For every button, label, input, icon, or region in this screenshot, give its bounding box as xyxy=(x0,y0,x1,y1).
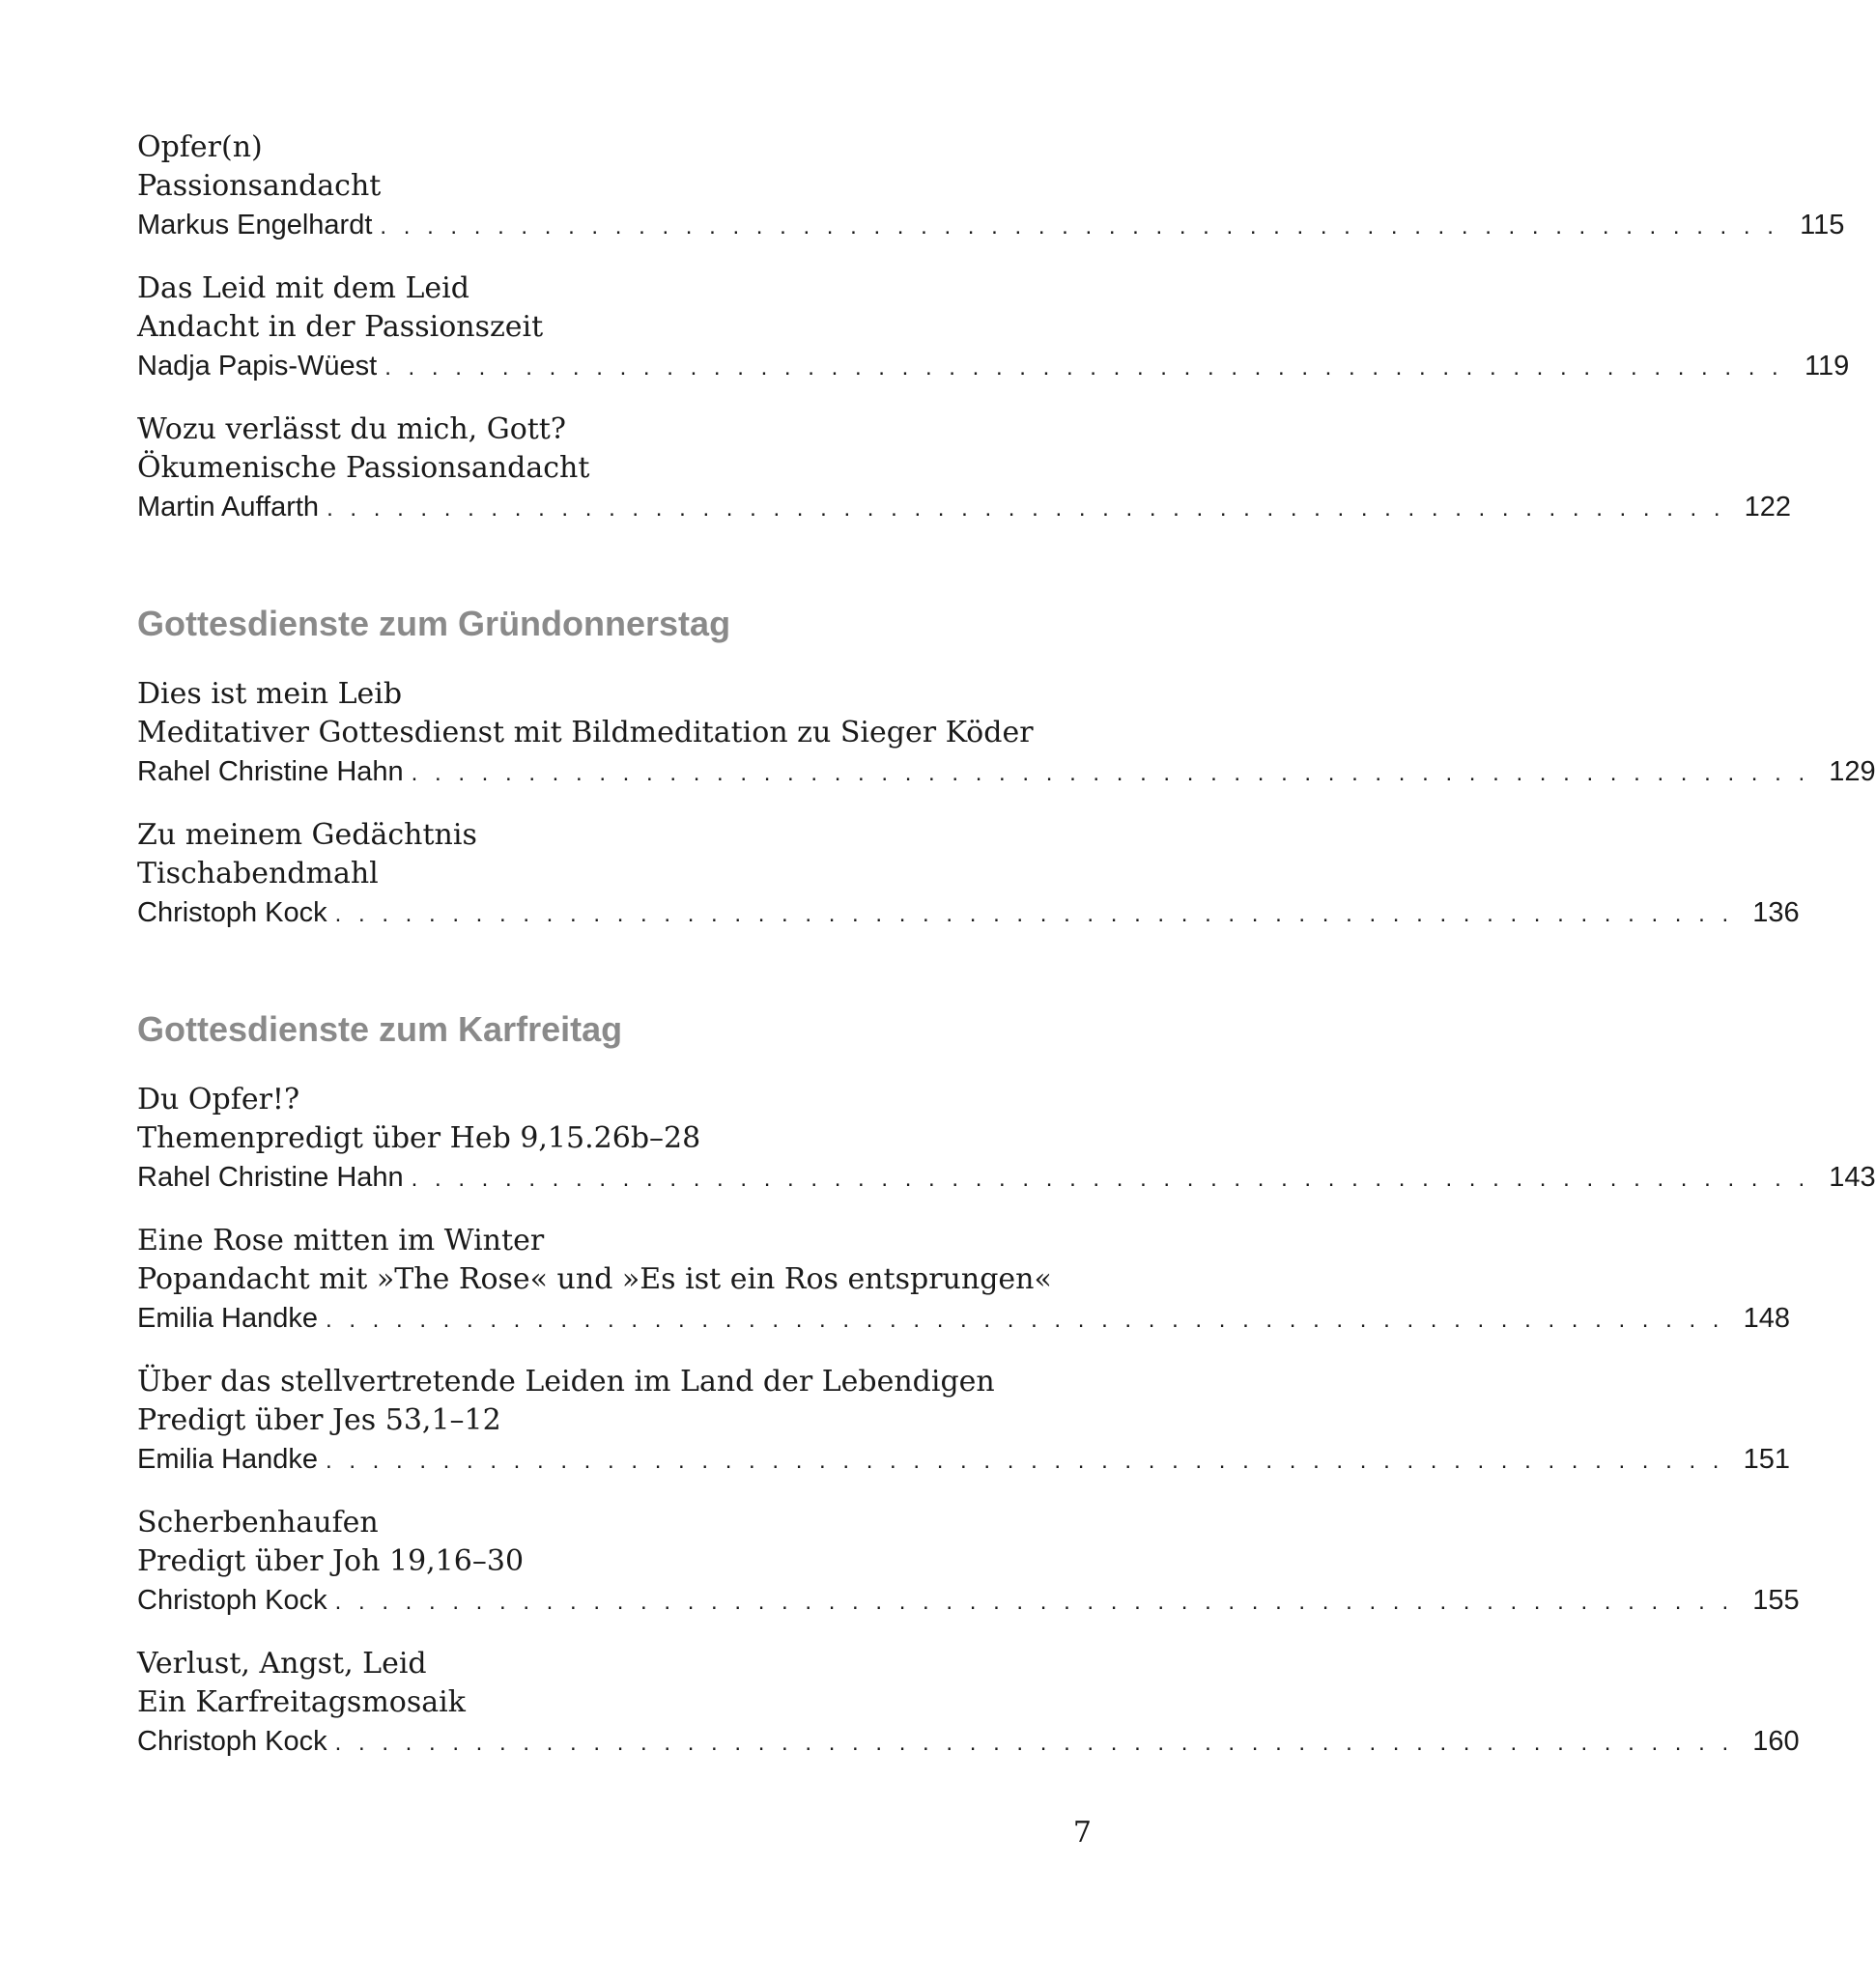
entry-title: Dies ist mein Leib xyxy=(137,677,403,711)
entry-page-number: 122 xyxy=(1744,492,1792,523)
entry-author-row xyxy=(137,1299,1790,1338)
toc-entry xyxy=(137,1081,1876,1197)
entry-title: Das Leid mit dem Leid xyxy=(137,271,469,305)
entry-subtitle: Tischabendmahl xyxy=(137,857,379,890)
toc-entry xyxy=(137,816,1800,932)
leader-dots: . . . . . . . . . . . . . . . . . . . . . . . . . . . . . . . . . . . . . . . . . . . . . . . . . . . . . . . . . . . . xyxy=(384,354,1784,381)
entry-author: Christoph Kock xyxy=(137,897,327,928)
entry-page-number: 143 xyxy=(1829,1162,1876,1193)
entry-author-row xyxy=(137,488,1792,526)
entry-author: Markus Engelhardt xyxy=(137,210,373,240)
leader-dots: . . . . . . . . . . . . . . . . . . . . . . . . . . . . . . . . . . . . . . . . . . . . . . . . . . . . . . . . . . . . xyxy=(327,495,1726,522)
entry-page-number: 119 xyxy=(1804,351,1850,381)
entry-page-number: 151 xyxy=(1743,1444,1790,1475)
leader-dots: . . . . . . . . . . . . . . . . . . . . . . . . . . . . . . . . . . . . . . . . . . . . . . . . . . . . . . . . . . . . xyxy=(334,1589,1734,1615)
entry-author: Emilia Handke xyxy=(137,1444,318,1475)
toc-entry xyxy=(137,269,1850,385)
entry-page-number: 115 xyxy=(1800,210,1845,240)
leader-dots: . . . . . . . . . . . . . . . . . . . . . . . . . . . . . . . . . . . . . . . . . . . . . . . . . . . . . . . . . . . . xyxy=(411,1166,1810,1192)
entry-title: Wozu verlässt du mich, Gott? xyxy=(137,412,566,446)
entry-title: Opfer(n) xyxy=(137,130,263,164)
entry-author: Christoph Kock xyxy=(137,1585,327,1616)
toc-entry xyxy=(137,1363,1790,1479)
entry-title: Eine Rose mitten im Winter xyxy=(137,1224,545,1257)
leader-dots: . . . . . . . . . . . . . . . . . . . . . . . . . . . . . . . . . . . . . . . . . . . . . . . . . . . . . . . . . . . . xyxy=(325,1448,1724,1474)
entry-page-number: 129 xyxy=(1829,756,1876,787)
entry-page-number: 148 xyxy=(1743,1303,1790,1334)
toc-entry xyxy=(137,410,1792,526)
leader-dots: . . . . . . . . . . . . . . . . . . . . . . . . . . . . . . . . . . . . . . . . . . . . . . . . . . . . . . . . . . . . xyxy=(325,1307,1724,1333)
toc-entry xyxy=(137,1222,1790,1338)
entry-author-row xyxy=(137,206,1845,244)
leader-dots: . . . . . . . . . . . . . . . . . . . . . . . . . . . . . . . . . . . . . . . . . . . . . . . . . . . . . . . . . . . . xyxy=(334,1730,1734,1756)
entry-subtitle: Ein Karfreitagsmosaik xyxy=(137,1685,466,1719)
entry-author-row xyxy=(137,1440,1790,1479)
page-number-folio: 7 xyxy=(1072,1816,1092,1850)
entry-subtitle: Meditativer Gottesdienst mit Bildmeditation zu Sieger Köder xyxy=(137,716,1034,749)
entry-author-row xyxy=(137,347,1850,385)
entry-subtitle: Andacht in der Passionszeit xyxy=(137,310,544,344)
leader-dots: . . . . . . . . . . . . . . . . . . . . . . . . . . . . . . . . . . . . . . . . . . . . . . . . . . . . . . . . . . . . xyxy=(334,901,1734,927)
entry-subtitle: Popandacht mit »The Rose« und »Es ist ein Ros entsprungen« xyxy=(137,1262,1052,1296)
section-heading-gruendonnerstag: Gottesdienste zum Gründonnerstag xyxy=(137,604,731,643)
entry-author: Emilia Handke xyxy=(137,1303,318,1334)
toc-entry xyxy=(137,1645,1800,1761)
entry-title: Über das stellvertretende Leiden im Land der Lebendigen xyxy=(137,1365,995,1399)
entry-author-row xyxy=(137,893,1800,932)
section-heading-karfreitag: Gottesdienste zum Karfreitag xyxy=(137,1009,623,1049)
toc-entry xyxy=(137,128,1845,244)
entry-author: Rahel Christine Hahn xyxy=(137,1162,404,1193)
leader-dots: . . . . . . . . . . . . . . . . . . . . . . . . . . . . . . . . . . . . . . . . . . . . . . . . . . . . . . . . . . . . xyxy=(411,760,1810,786)
leader-dots: . . . . . . . . . . . . . . . . . . . . . . . . . . . . . . . . . . . . . . . . . . . . . . . . . . . . . . . . . . . . xyxy=(380,213,1779,240)
toc-entry xyxy=(137,675,1876,791)
entry-subtitle: Predigt über Joh 19,16–30 xyxy=(137,1544,525,1578)
entry-author: Martin Auffarth xyxy=(137,492,320,523)
entry-subtitle: Ökumenische Passionsandacht xyxy=(137,451,590,485)
entry-subtitle: Passionsandacht xyxy=(137,169,382,203)
entry-author-row xyxy=(137,1158,1876,1197)
entry-author-row xyxy=(137,1722,1800,1761)
entry-page-number: 160 xyxy=(1752,1726,1800,1757)
entry-subtitle: Predigt über Jes 53,1–12 xyxy=(137,1403,501,1437)
entry-page-number: 155 xyxy=(1752,1585,1800,1616)
entry-author: Rahel Christine Hahn xyxy=(137,756,404,787)
entry-author: Nadja Papis-Wüest xyxy=(137,351,378,381)
entry-author-row xyxy=(137,1581,1800,1620)
entry-subtitle: Themenpredigt über Heb 9,15.26b–28 xyxy=(137,1121,701,1155)
entry-page-number: 136 xyxy=(1752,897,1800,928)
entry-title: Zu meinem Gedächtnis xyxy=(137,818,477,852)
entry-title: Du Opfer!? xyxy=(137,1083,300,1116)
toc-entry xyxy=(137,1504,1800,1620)
entry-author: Christoph Kock xyxy=(137,1726,327,1757)
entry-title: Verlust, Angst, Leid xyxy=(137,1647,427,1681)
entry-author-row xyxy=(137,752,1876,791)
entry-title: Scherbenhaufen xyxy=(137,1506,379,1540)
